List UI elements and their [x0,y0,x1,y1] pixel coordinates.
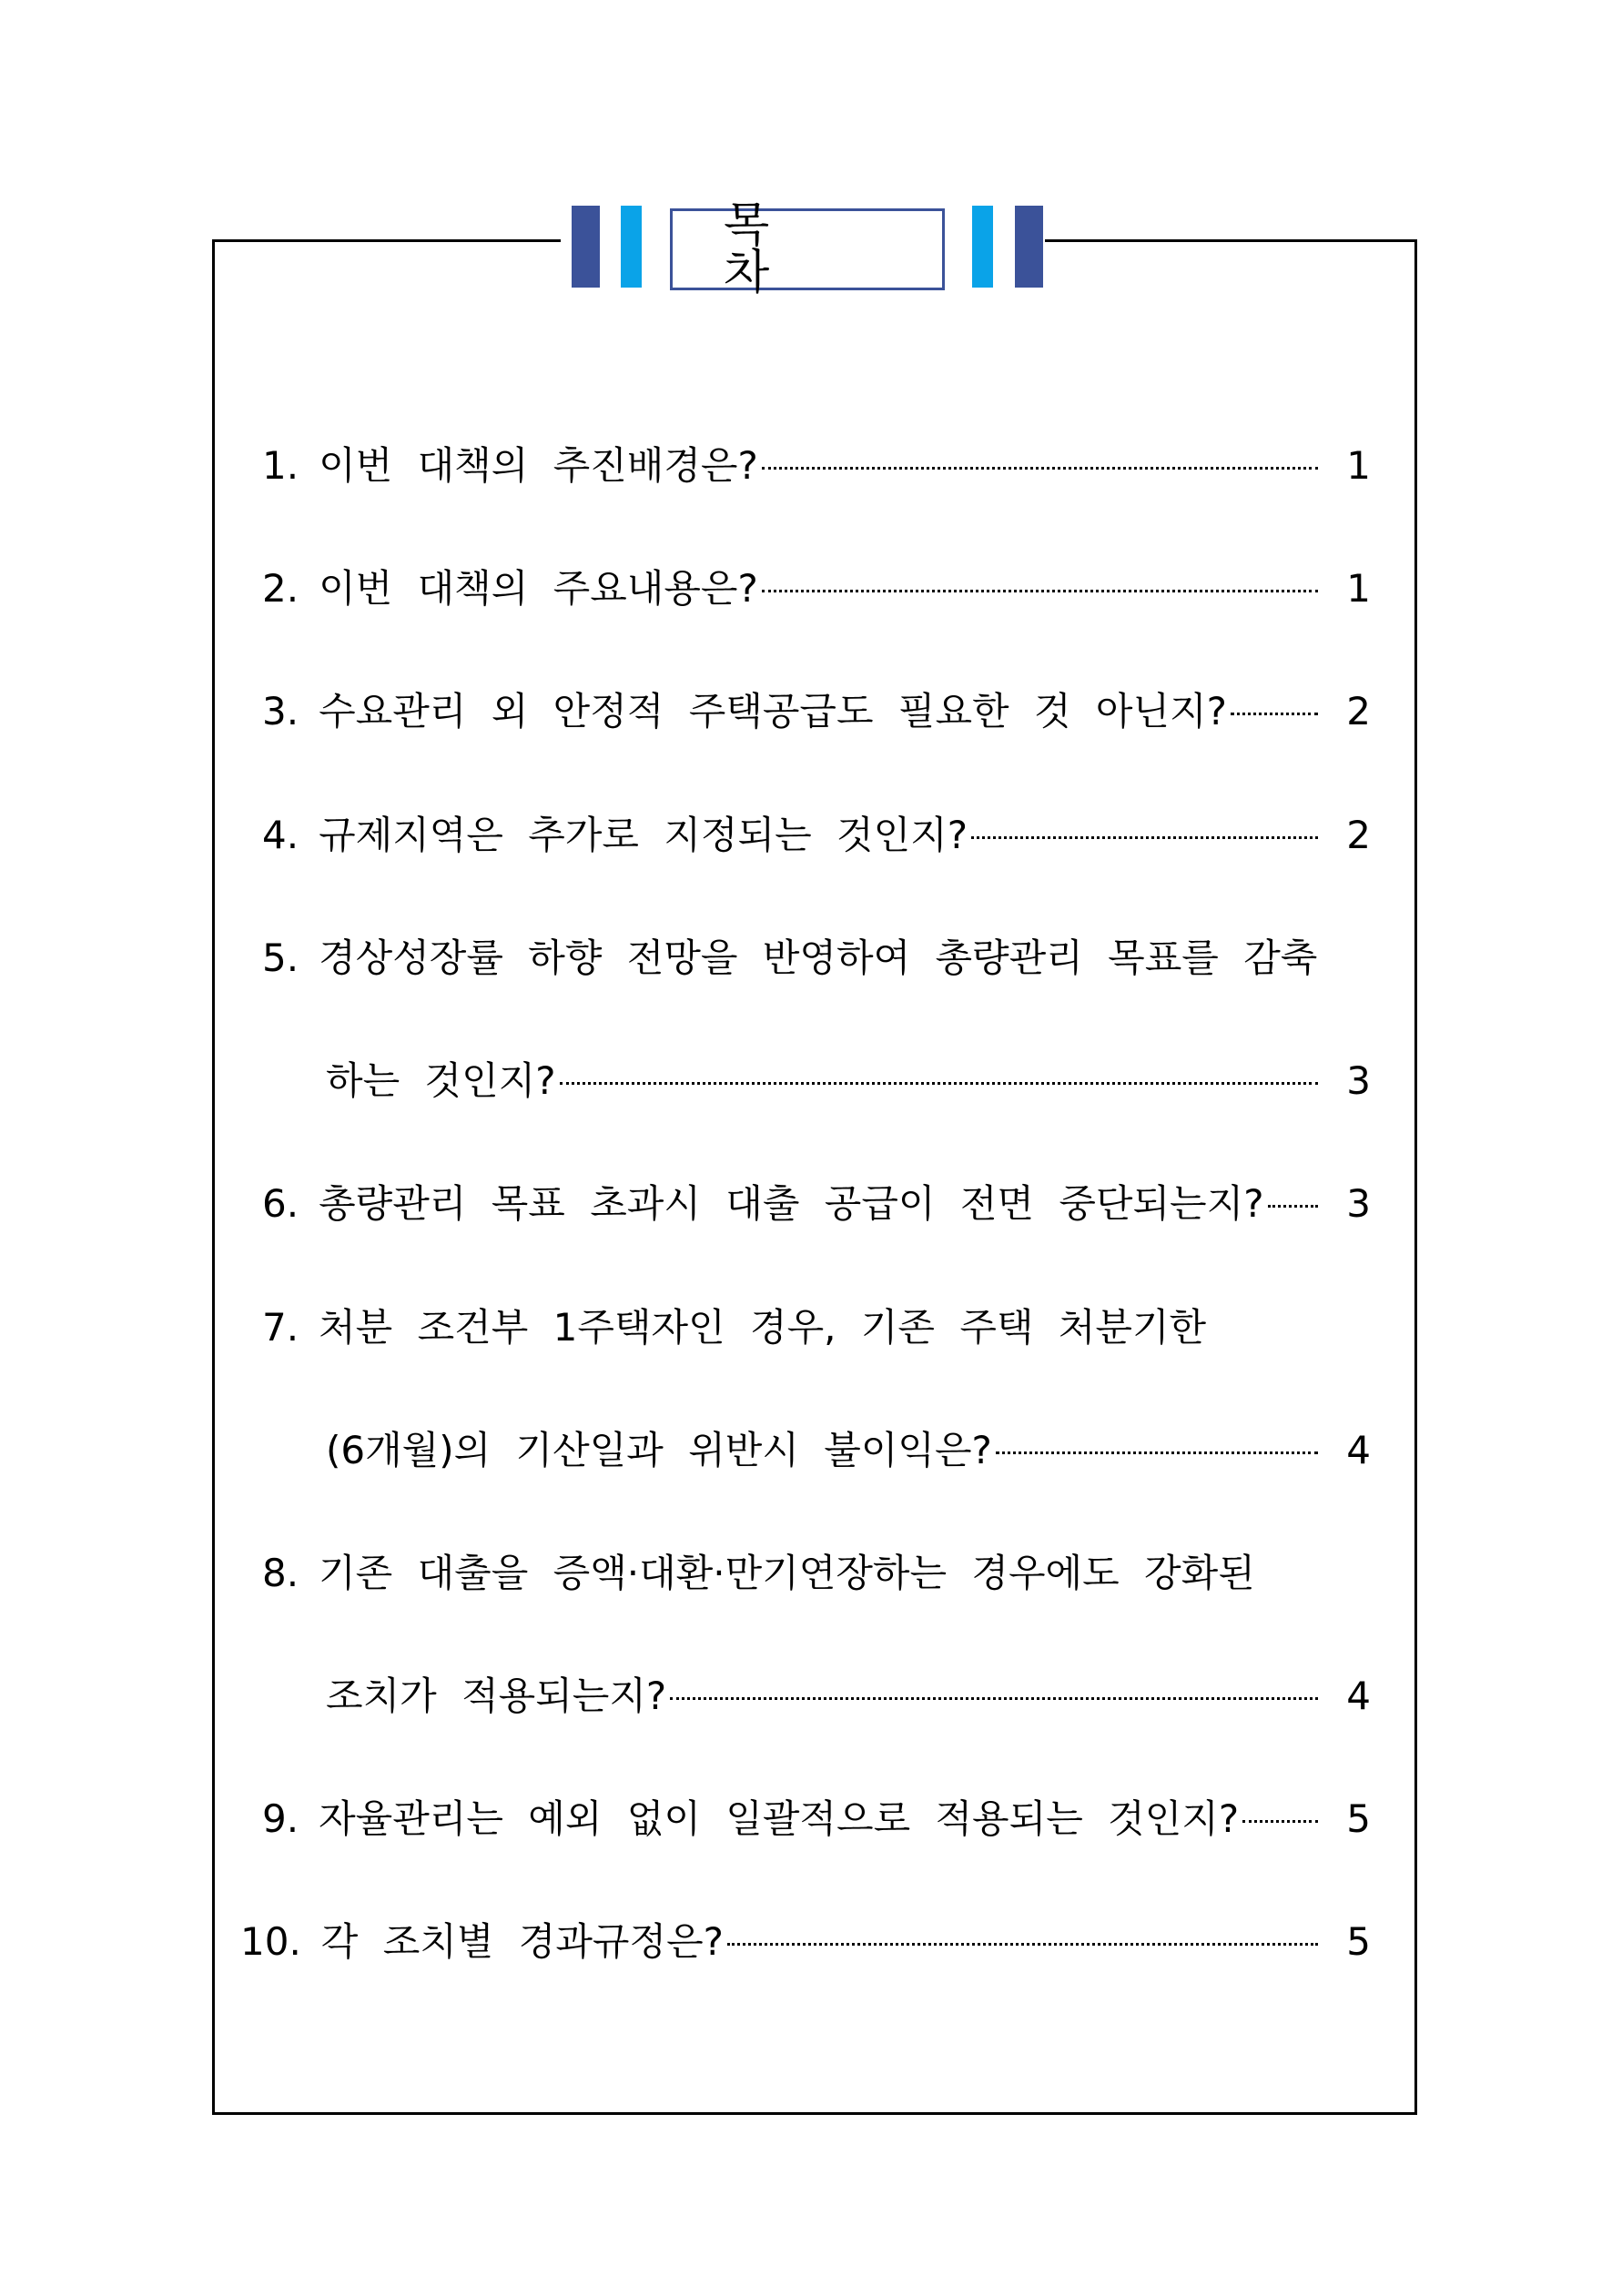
toc-entry-8-continued[interactable] [326,1669,1371,1724]
toc-text-continued: (6개월)의 기산일과 위반시 불이익은? [326,1428,992,1472]
toc-text: 이번 대책의 주요내용은? [319,566,758,611]
dot-leader [727,1943,1318,1946]
toc-entry-9[interactable] [262,1792,1371,1846]
toc-text: 규제지역은 추가로 지정되는 것인지? [319,813,968,857]
toc-text: 자율관리는 예외 없이 일괄적으로 적용되는 것인지? [319,1796,1240,1841]
toc-number: 1. [262,443,299,488]
toc-entry-3[interactable] [262,684,1371,739]
toc-number: 3. [262,689,299,733]
dot-leader [762,590,1318,592]
toc-text: 처분 조건부 1주택자인 경우, 기존 주택 처분기한 [319,1305,1207,1350]
toc-number: 6. [262,1181,299,1226]
toc-number: 7. [262,1305,299,1350]
toc-text: 총량관리 목표 초과시 대출 공급이 전면 중단되는지? [319,1181,1264,1226]
title-box [670,198,945,300]
toc-page-number: 2 [1346,689,1371,733]
toc-page-number: 1 [1346,443,1371,488]
dot-leader [1242,1820,1318,1823]
toc-page-number: 4 [1346,1428,1371,1472]
toc-number: 9. [262,1796,299,1841]
toc-text: 각 조치별 경과규정은? [320,1919,724,1964]
right-dark-bar [1015,206,1043,288]
toc-number: 8. [262,1551,299,1595]
toc-entry-6[interactable] [262,1177,1371,1231]
toc-entry-8[interactable] [262,1546,1371,1601]
dot-leader [996,1451,1318,1454]
toc-entry-5-continued[interactable] [326,1054,1371,1108]
toc-entry-1[interactable] [262,439,1371,493]
toc-text-continued: 조치가 적용되는지? [326,1674,667,1718]
toc-entry-5[interactable] [262,931,1371,986]
toc-page-number: 3 [1346,1058,1371,1103]
dot-leader [560,1082,1318,1085]
dot-leader [971,836,1318,839]
toc-entry-10[interactable] [240,1915,1371,1969]
toc-number: 2. [262,566,299,611]
page-title: 목 차 [724,198,821,300]
right-light-bar [972,206,993,288]
toc-number: 4. [262,813,299,857]
toc-page-number: 5 [1346,1919,1371,1964]
toc-entry-7[interactable] [262,1300,1371,1355]
dot-leader [1231,713,1318,715]
toc-text: 수요관리 외 안정적 주택공급도 필요한 것 아닌지? [319,689,1227,733]
toc-text-continued: 하는 것인지? [326,1058,556,1103]
dot-leader [762,467,1318,470]
toc-page-number: 4 [1346,1674,1371,1718]
toc-number: 5. [262,936,299,980]
toc-entry-4[interactable] [262,808,1371,863]
toc-text: 경상성장률 하향 전망을 반영하여 총량관리 목표를 감축 [319,936,1318,980]
toc-page-number: 5 [1346,1796,1371,1841]
toc-entry-2[interactable] [262,561,1371,616]
dot-leader [1268,1205,1319,1208]
toc-page-number: 3 [1346,1181,1371,1226]
toc-text: 이번 대책의 추진배경은? [319,443,758,488]
toc-page-number: 2 [1346,813,1371,857]
toc-text: 기존 대출을 증액·대환·만기연장하는 경우에도 강화된 [319,1551,1255,1595]
left-light-bar [621,206,642,288]
toc-page-number: 1 [1346,566,1371,611]
left-dark-bar [572,206,600,288]
toc-entry-7-continued[interactable] [326,1423,1371,1478]
dot-leader [670,1697,1318,1700]
toc-number: 10. [240,1919,301,1964]
